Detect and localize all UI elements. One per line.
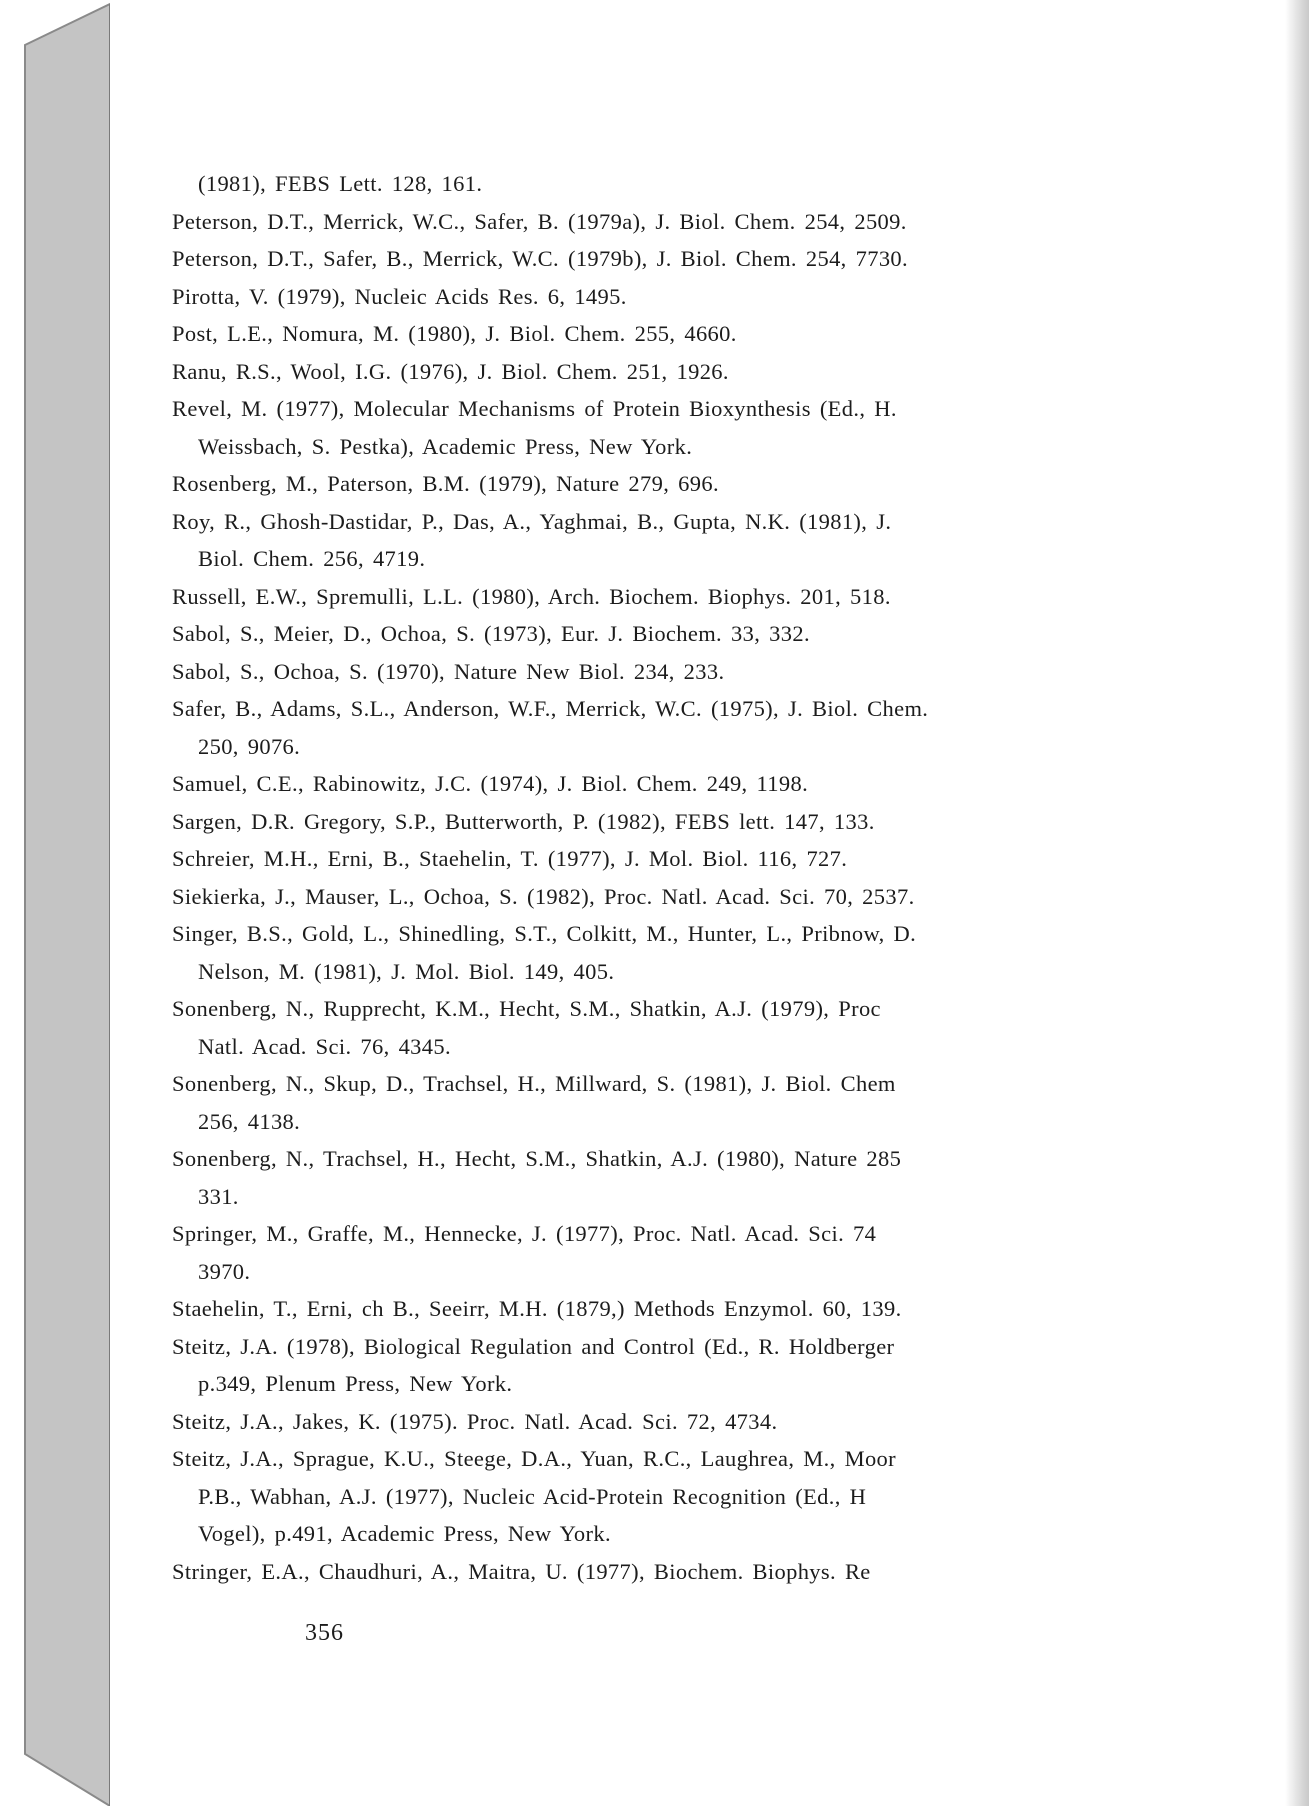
reference-line: Safer, B., Adams, S.L., Anderson, W.F., Merrick, W.C. (1975), J. Biol. Chem.: [172, 696, 929, 721]
reference-line: Sabol, S., Meier, D., Ochoa, S. (1973), Eur. J. Biochem. 33, 332.: [172, 621, 810, 646]
reference-line: Sabol, S., Ochoa, S. (1970), Nature New Biol. 234, 233.: [172, 658, 725, 684]
reference-line: Sonenberg, N., Rupprecht, K.M., Hecht, S.M., Shatkin, A.J. (1979), Proc: [172, 996, 881, 1021]
reference-line: Post, L.E., Nomura, M. (1980), J. Biol. Chem. 255, 4660.: [172, 321, 737, 346]
reference-line: P.B., Wabhan, A.J. (1977), Nucleic Acid-Protein Recognition (Ed., H: [198, 1483, 867, 1509]
reference-line: Pirotta, V. (1979), Nucleic Acids Res. 6, 1495.: [172, 283, 627, 309]
reference-line: Russell, E.W., Spremulli, L.L. (1980), Arch. Biochem. Biophys. 201, 518.: [172, 583, 891, 609]
reference-line: Peterson, D.T., Safer, B., Merrick, W.C. (1979b), J. Biol. Chem. 254, 7730.: [172, 246, 908, 271]
reference-line: p.349, Plenum Press, New York.: [198, 1371, 513, 1396]
reference-line: Ranu, R.S., Wool, I.G. (1976), J. Biol. Chem. 251, 1926.: [172, 358, 729, 384]
reference-list: [172, 165, 1172, 1590]
reference-line: Schreier, M.H., Erni, B., Staehelin, T. (1977), J. Mol. Biol. 116, 727.: [172, 846, 848, 871]
reference-line: Revel, M. (1977), Molecular Mechanisms of Protein Bioxynthesis (Ed., H.: [172, 396, 897, 421]
reference-line: Roy, R., Ghosh-Dastidar, P., Das, A., Yaghmai, B., Gupta, N.K. (1981), J.: [172, 508, 892, 534]
reference-line: Biol. Chem. 256, 4719.: [198, 546, 426, 571]
page-number: 356: [305, 1620, 344, 1646]
reference-line: Peterson, D.T., Merrick, W.C., Safer, B. (1979a), J. Biol. Chem. 254, 2509.: [172, 208, 907, 234]
reference-line: Vogel), p.491, Academic Press, New York.: [198, 1521, 611, 1546]
reference-line: Steitz, J.A., Jakes, K. (1975). Proc. Natl. Acad. Sci. 72, 4734.: [172, 1408, 778, 1434]
reference-line: 3970.: [198, 1258, 251, 1284]
reference-line: Rosenberg, M., Paterson, B.M. (1979), Nature 279, 696.: [172, 471, 719, 496]
reference-line: Sargen, D.R. Gregory, S.P., Butterworth, P. (1982), FEBS lett. 147, 133.: [172, 808, 875, 834]
reference-line: Natl. Acad. Sci. 76, 4345.: [198, 1033, 451, 1059]
reference-line: Sonenberg, N., Trachsel, H., Hecht, S.M., Shatkin, A.J. (1980), Nature 285: [172, 1146, 902, 1171]
reference-line: 331.: [198, 1183, 239, 1209]
reference-line: Siekierka, J., Mauser, L., Ochoa, S. (1982), Proc. Natl. Acad. Sci. 70, 2537.: [172, 883, 915, 909]
page-edge-shadow: [1285, 0, 1309, 1806]
reference-line: Nelson, M. (1981), J. Mol. Biol. 149, 405.: [198, 958, 615, 984]
reference-line: Samuel, C.E., Rabinowitz, J.C. (1974), J. Biol. Chem. 249, 1198.: [172, 771, 809, 796]
reference-line: (1981), FEBS Lett. 128, 161.: [198, 171, 483, 196]
reference-line: Weissbach, S. Pestka), Academic Press, New York.: [198, 433, 693, 459]
reference-line: Sonenberg, N., Skup, D., Trachsel, H., Millward, S. (1981), J. Biol. Chem: [172, 1071, 896, 1096]
reference-line: 256, 4138.: [198, 1108, 301, 1134]
reference-line: 250, 9076.: [198, 733, 301, 759]
reference-line: Stringer, E.A., Chaudhuri, A., Maitra, U. (1977), Biochem. Biophys. Re: [172, 1558, 871, 1584]
reference-line: Steitz, J.A., Sprague, K.U., Steege, D.A., Yuan, R.C., Laughrea, M., Moor: [172, 1446, 896, 1471]
reference-line: Singer, B.S., Gold, L., Shinedling, S.T., Colkitt, M., Hunter, L., Pribnow, D.: [172, 921, 917, 946]
reference-line: Springer, M., Graffe, M., Hennecke, J. (1977), Proc. Natl. Acad. Sci. 74: [172, 1221, 877, 1246]
reference-line: Staehelin, T., Erni, ch B., Seeirr, M.H. (1879,) Methods Enzymol. 60, 139.: [172, 1296, 902, 1321]
reference-line: Steitz, J.A. (1978), Biological Regulation and Control (Ed., R. Holdberger: [172, 1333, 895, 1359]
